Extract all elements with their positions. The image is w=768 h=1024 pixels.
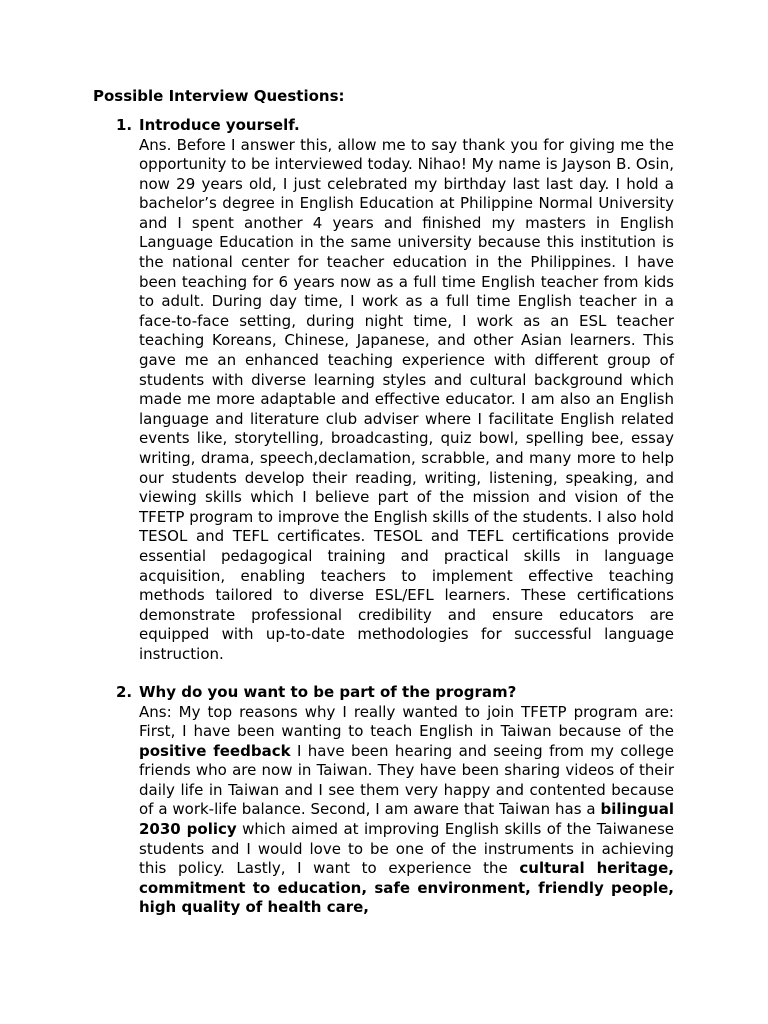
question-1-title: Introduce yourself. (139, 116, 300, 134)
answer-2-highlight-taiwan-qualities: cultural heritage, commitment to education, safe environment, friendly people, high quality of health care, (139, 859, 674, 917)
question-1-answer: Ans. Before I answer this, allow me to say thank you for giving me the opportunity to be interviewed today. Nihao! My name is Jayson B. Osin, now 29 years old, I just celebrated my birthday last last day. I hold a bachelor’s degree in English Education at Philippine Normal University and I spent another 4 years and finished my masters in English Language Education in the same university because this institution is the national center for teacher education in the Philippines. I have been teaching for 6 years now as a full time English teacher from kids to adult. During day time, I work as a full time English teacher in a face-to-face setting, during night time, I work as an ESL teacher teaching Koreans, Chinese, Japanese, and other Asian learners. This gave me an enhanced teaching experience with different group of students with diverse learning styles and cultural background which made me more adaptable and effective educator. I am also an English language and literature club adviser where I facilitate English related events like, storytelling, broadcasting, quiz bowl, spelling bee, essay writing, drama, speech,declamation, scrabble, and many more to help our students develop their reading, writing, listening, speaking, and viewing skills which I believe part of the mission and vision of the TFETP program to improve the English skills of the students. I also hold TESOL and TEFL certificates. TESOL and TEFL certifications provide essential pedagogical training and practical skills in language acquisition, enabling teachers to implement effective teaching methods tailored to diverse ESL/EFL learners. These certifications demonstrate professional credibility and ensure educators are equipped with up-to-date methodologies for successful language instruction. (139, 135, 674, 663)
answer-2-text: which aimed at improving English skills of the Taiwanese students and I would love to be one of the instruments in achieving this policy. Lastly, I want to experience the (139, 820, 674, 878)
document-title: Possible Interview Questions: (93, 87, 345, 105)
question-1-number: 1. (116, 116, 133, 134)
question-2-title: Why do you want to be part of the program? (139, 683, 517, 701)
answer-2-text: I have been hearing and seeing from my college friends who are now in Taiwan. They have been sharing videos of their daily life in Taiwan and I see them very happy and contented because of a work-life balance. Second, I am aware that Taiwan has a (139, 741, 674, 819)
answer-2-highlight-bilingual-policy: bilingual 2030 policy (139, 800, 674, 839)
question-2-number: 2. (116, 683, 133, 701)
answer-2-highlight-positive-feedback: positive feedback (139, 741, 291, 760)
question-2-answer (139, 703, 674, 919)
answer-2-text: Ans: My top reasons why I really wanted to join TFETP program are: First, I have been wanting to teach English in Taiwan because of the (139, 702, 674, 741)
